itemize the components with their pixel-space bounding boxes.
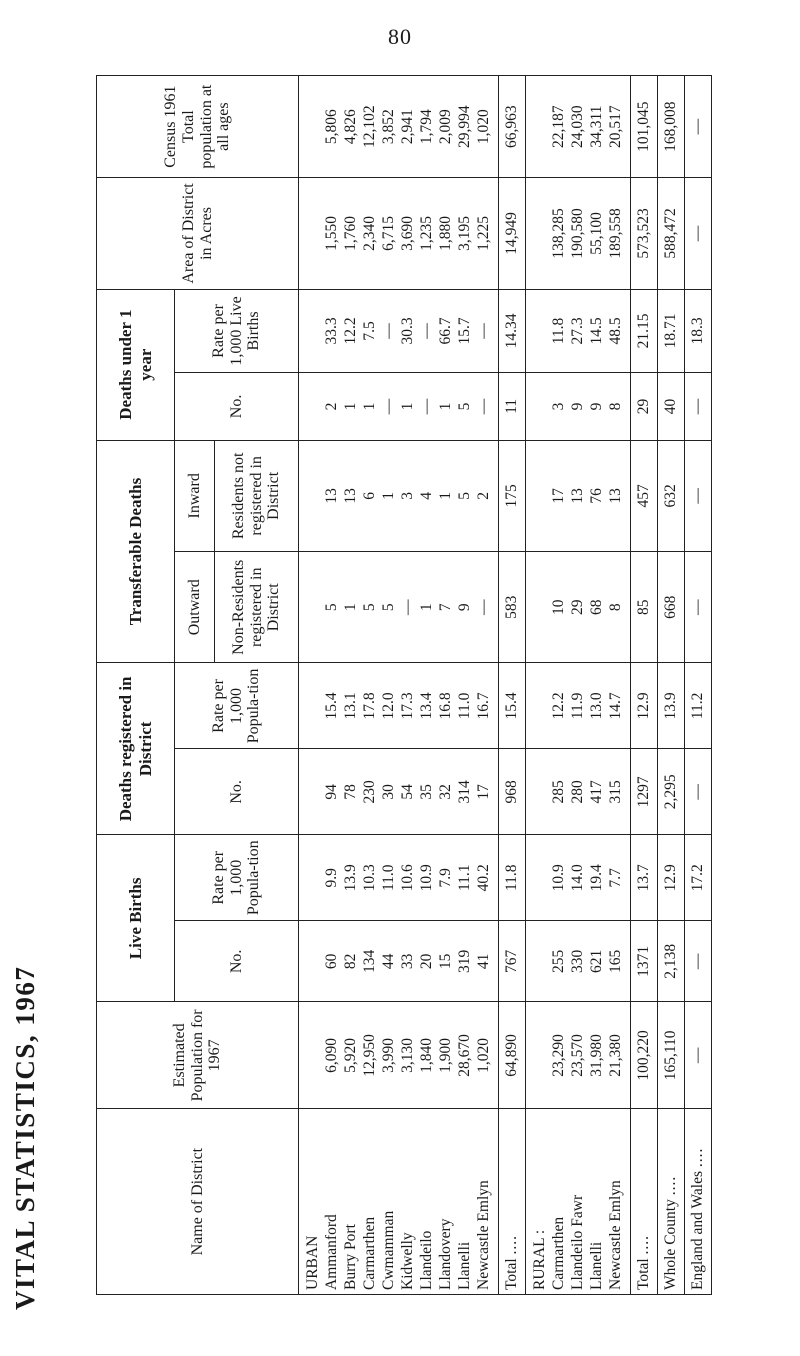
infant-no-value: 9 xyxy=(588,402,606,411)
rural-area xyxy=(526,178,631,289)
total-infant-rate: 21.15 xyxy=(630,289,657,373)
urban-names xyxy=(299,1109,499,1295)
header-deaths-under-1: Deaths under 1 year xyxy=(97,289,175,440)
header-live-births-no: No. xyxy=(175,921,299,1002)
ew-births-rate: 17.2 xyxy=(684,835,711,921)
total-births-no: 1371 xyxy=(630,921,657,1002)
infant-no-value: — xyxy=(418,398,436,415)
pop-value: 6,090 xyxy=(323,1037,341,1073)
pop-value: 5,920 xyxy=(342,1037,360,1073)
total-area: 14,949 xyxy=(498,178,525,289)
district-name: Newcastle Emlyn xyxy=(607,1180,625,1290)
ew-deaths-no: — xyxy=(684,749,711,835)
area-value: 55,100 xyxy=(588,212,606,255)
header-area: Area of District in Acres xyxy=(97,178,299,289)
outward-value: 68 xyxy=(588,599,606,616)
births-no-value: 621 xyxy=(588,949,606,973)
pop-value: 1,900 xyxy=(437,1037,455,1073)
infant-rate-value: 30.3 xyxy=(399,317,417,345)
district-name: Carmarthen xyxy=(361,1216,379,1290)
deaths-no-value: 54 xyxy=(399,784,417,800)
inward-value: 13 xyxy=(323,488,341,504)
outward-value: 5 xyxy=(361,603,379,612)
total-births-rate: 13.7 xyxy=(630,835,657,921)
district-name: Kidwelly xyxy=(399,1232,417,1290)
rural-births-no xyxy=(526,921,631,1002)
births-no-value: 20 xyxy=(418,953,436,970)
infant-no-value: 2 xyxy=(323,402,341,411)
header-inward: Inward xyxy=(175,440,215,551)
ew-pop: — xyxy=(684,1002,711,1109)
district-name: Llandeilo Fawr xyxy=(569,1194,587,1290)
county-area: 588,472 xyxy=(657,178,684,289)
births-rate-value: 11.1 xyxy=(456,864,474,892)
births-no-value: 60 xyxy=(323,953,341,970)
census-value: 1,020 xyxy=(475,109,493,145)
ew-census: — xyxy=(684,76,711,178)
deaths-no-value: 32 xyxy=(437,784,455,800)
inward-value: 5 xyxy=(456,491,474,500)
pop-value: 12,950 xyxy=(361,1034,379,1077)
area-value: 3,195 xyxy=(456,216,474,251)
deaths-rate-value: 15.4 xyxy=(323,692,341,720)
area-value: 1,880 xyxy=(437,216,455,251)
category-urban: URBAN xyxy=(304,1235,322,1290)
deaths-rate-value: 14.7 xyxy=(607,692,625,720)
infant-no-value: 9 xyxy=(569,402,587,411)
infant-rate-value: 48.5 xyxy=(607,317,625,345)
infant-rate-value: 7.5 xyxy=(361,321,379,341)
deaths-no-value: 315 xyxy=(607,780,625,804)
births-rate-value: 10.3 xyxy=(361,864,379,892)
census-value: 12,102 xyxy=(361,105,379,148)
births-no-value: 15 xyxy=(437,953,455,970)
header-inward-sub: Residents not registered in District xyxy=(215,440,299,551)
urban-deaths-no xyxy=(299,749,499,835)
district-name: Llanelli xyxy=(456,1241,474,1290)
header-live-births: Live Births xyxy=(97,835,175,1002)
pop-value: 28,670 xyxy=(456,1034,474,1077)
births-rate-value: 40.2 xyxy=(475,864,493,892)
total-pop: 64,890 xyxy=(498,1002,525,1109)
rural-total-label: Total .... xyxy=(630,1109,657,1295)
total-deaths-rate: 15.4 xyxy=(498,663,525,749)
district-name: Cwmamman xyxy=(380,1210,398,1290)
rural-infant-no xyxy=(526,373,631,440)
census-value: 20,517 xyxy=(607,105,625,148)
total-pop: 100,220 xyxy=(630,1002,657,1109)
urban-births-no xyxy=(299,921,499,1002)
urban-infant-no xyxy=(299,373,499,440)
outward-value: 9 xyxy=(456,603,474,612)
deaths-rate-value: 16.7 xyxy=(475,692,493,720)
category-rural: RURAL : xyxy=(531,1229,549,1290)
area-value: 2,340 xyxy=(361,216,379,251)
county-deaths-no: 2,295 xyxy=(657,749,684,835)
header-deaths-no: No. xyxy=(175,749,299,835)
urban-area xyxy=(299,178,499,289)
total-outward: 583 xyxy=(498,552,525,663)
outward-value: — xyxy=(399,599,417,616)
area-value: 189,558 xyxy=(607,208,625,259)
urban-infant-rate xyxy=(299,289,499,373)
county-census: 168,008 xyxy=(657,76,684,178)
inward-value: 13 xyxy=(607,488,625,504)
england-wales-row xyxy=(684,76,711,1295)
county-infant-no: 40 xyxy=(657,373,684,440)
rural-total-row xyxy=(630,76,657,1295)
district-name: Ammanford xyxy=(323,1214,341,1290)
inward-value: 4 xyxy=(418,491,436,500)
ew-area: — xyxy=(684,178,711,289)
area-value: 3,690 xyxy=(399,216,417,251)
deaths-no-value: 280 xyxy=(569,780,587,804)
district-name: Carmarthen xyxy=(550,1216,568,1290)
area-value: 190,580 xyxy=(569,208,587,259)
infant-no-value: 8 xyxy=(607,402,625,411)
total-deaths-no: 968 xyxy=(498,749,525,835)
rural-section xyxy=(526,76,631,1295)
ew-inward: — xyxy=(684,440,711,551)
census-value: 2,941 xyxy=(399,109,417,145)
infant-no-value: 1 xyxy=(399,402,417,411)
outward-value: 7 xyxy=(437,603,455,612)
pop-value: 1,020 xyxy=(475,1037,493,1073)
inward-value: 1 xyxy=(437,491,455,500)
total-infant-no: 11 xyxy=(498,373,525,440)
census-value: 2,009 xyxy=(437,109,455,145)
header-name: Name of District xyxy=(97,1109,299,1295)
ew-outward: — xyxy=(684,552,711,663)
census-value: 29,994 xyxy=(456,105,474,148)
births-rate-value: 7.9 xyxy=(437,868,455,888)
rural-deaths-rate xyxy=(526,663,631,749)
deaths-rate-value: 11.9 xyxy=(569,692,587,720)
total-births-no: 767 xyxy=(498,921,525,1002)
census-value: 34,311 xyxy=(588,105,606,148)
births-rate-value: 14.0 xyxy=(569,864,587,892)
infant-no-value: 3 xyxy=(550,402,568,411)
area-value: 138,285 xyxy=(550,208,568,259)
deaths-rate-value: 12.2 xyxy=(550,692,568,720)
header-census: Census 1961 Total population at all ages xyxy=(97,76,299,178)
urban-births-rate xyxy=(299,835,499,921)
births-rate-value: 10.6 xyxy=(399,864,417,892)
county-outward: 668 xyxy=(657,552,684,663)
ew-infant-no: — xyxy=(684,373,711,440)
births-no-value: 134 xyxy=(361,949,379,973)
infant-rate-value: 66.7 xyxy=(437,317,455,345)
infant-no-value: — xyxy=(475,398,493,415)
rural-names xyxy=(526,1109,631,1295)
header-infant-no: No. xyxy=(175,373,299,440)
pop-value: 3,990 xyxy=(380,1037,398,1073)
rural-births-rate xyxy=(526,835,631,921)
outward-value: 8 xyxy=(607,603,625,612)
district-name: Burry Port xyxy=(342,1224,360,1290)
infant-rate-value: 27.3 xyxy=(569,317,587,345)
pop-value: 31,980 xyxy=(588,1034,606,1077)
rural-outward xyxy=(526,552,631,663)
births-rate-value: 7.7 xyxy=(607,868,625,888)
header-outward: Outward xyxy=(175,552,215,663)
area-value: 6,715 xyxy=(380,216,398,251)
header-outward-sub: Non-Residents registered in District xyxy=(215,552,299,663)
district-name: Llandovery xyxy=(437,1218,455,1290)
deaths-rate-value: 12.0 xyxy=(380,692,398,720)
deaths-no-value: 17 xyxy=(475,784,493,800)
births-rate-value: 11.0 xyxy=(380,864,398,892)
infant-no-value: 1 xyxy=(437,402,455,411)
header-estimated-population: Estimated Population for 1967 xyxy=(97,1002,299,1109)
total-inward: 457 xyxy=(630,440,657,551)
total-births-rate: 11.8 xyxy=(498,835,525,921)
births-no-value: 41 xyxy=(475,953,493,970)
total-outward: 85 xyxy=(630,552,657,663)
inward-value: 6 xyxy=(361,491,379,500)
infant-no-value: 5 xyxy=(456,402,474,411)
infant-rate-value: 33.3 xyxy=(323,317,341,345)
births-rate-value: 10.9 xyxy=(418,864,436,892)
rural-census xyxy=(526,76,631,178)
outward-value: 1 xyxy=(342,603,360,612)
total-infant-no: 29 xyxy=(630,373,657,440)
inward-value: 17 xyxy=(550,488,568,504)
deaths-no-value: 285 xyxy=(550,780,568,804)
area-value: 1,550 xyxy=(323,216,341,251)
births-no-value: 82 xyxy=(342,953,360,970)
outward-value: 29 xyxy=(569,599,587,616)
pop-value: 1,840 xyxy=(418,1037,436,1073)
outward-value: 5 xyxy=(323,603,341,612)
deaths-rate-value: 17.3 xyxy=(399,692,417,720)
deaths-rate-value: 13.4 xyxy=(418,692,436,720)
births-no-value: 44 xyxy=(380,953,398,970)
total-inward: 175 xyxy=(498,440,525,551)
page-heading: VITAL STATISTICS, 1967 xyxy=(10,965,40,1310)
header-deaths-rate: Rate per 1,000 Popula-tion xyxy=(175,663,299,749)
inward-value: 1 xyxy=(380,491,398,500)
county-births-rate: 12.9 xyxy=(657,835,684,921)
england-wales-label: England and Wales .... xyxy=(684,1109,711,1295)
deaths-rate-value: 13.1 xyxy=(342,692,360,720)
total-area: 573,523 xyxy=(630,178,657,289)
inward-value: 3 xyxy=(399,491,417,500)
infant-rate-value: 12.2 xyxy=(342,317,360,345)
urban-inward xyxy=(299,440,499,551)
rural-inward xyxy=(526,440,631,551)
pop-value: 23,290 xyxy=(550,1034,568,1077)
vital-statistics-table xyxy=(96,75,712,1295)
area-value: 1,760 xyxy=(342,216,360,251)
pop-value: 3,130 xyxy=(399,1037,417,1073)
births-no-value: 255 xyxy=(550,949,568,973)
county-births-no: 2,138 xyxy=(657,921,684,1002)
area-value: 1,225 xyxy=(475,216,493,251)
total-deaths-rate: 12.9 xyxy=(630,663,657,749)
outward-value: 10 xyxy=(550,599,568,616)
district-name: Newcastle Emlyn xyxy=(475,1180,493,1290)
deaths-no-value: 314 xyxy=(456,780,474,804)
total-census: 101,045 xyxy=(630,76,657,178)
district-name: Llanelli xyxy=(588,1241,606,1290)
births-rate-value: 19.4 xyxy=(588,864,606,892)
inward-value: 13 xyxy=(569,488,587,504)
whole-county-row xyxy=(657,76,684,1295)
total-infant-rate: 14.34 xyxy=(498,289,525,373)
rural-deaths-no xyxy=(526,749,631,835)
inward-value: 2 xyxy=(475,491,493,500)
urban-census xyxy=(299,76,499,178)
header-deaths-registered: Deaths registered in District xyxy=(97,663,175,835)
whole-county-label: Whole County .... xyxy=(657,1109,684,1295)
deaths-rate-value: 17.8 xyxy=(361,692,379,720)
district-name: Llandeilo xyxy=(418,1230,436,1290)
inward-value: 76 xyxy=(588,488,606,504)
births-rate-value: 13.9 xyxy=(342,864,360,892)
total-census: 66,963 xyxy=(498,76,525,178)
urban-pop xyxy=(299,1002,499,1109)
infant-rate-value: 15.7 xyxy=(456,317,474,345)
county-inward: 632 xyxy=(657,440,684,551)
urban-total-label: Total .... xyxy=(498,1109,525,1295)
header-infant-rate: Rate per 1,000 Live Births xyxy=(175,289,299,373)
outward-value: 1 xyxy=(418,603,436,612)
infant-rate-value: — xyxy=(475,323,493,339)
header-live-births-rate: Rate per 1,000 Popula-tion xyxy=(175,835,299,921)
inward-value: 13 xyxy=(342,488,360,504)
urban-outward xyxy=(299,552,499,663)
deaths-rate-value: 11.0 xyxy=(456,692,474,720)
area-value: 1,235 xyxy=(418,216,436,251)
page-number: 80 xyxy=(388,24,412,49)
urban-section xyxy=(299,76,499,1295)
ew-infant-rate: 18.3 xyxy=(684,289,711,373)
deaths-no-value: 94 xyxy=(323,784,341,800)
pop-value: 23,570 xyxy=(569,1034,587,1077)
infant-rate-value: — xyxy=(380,323,398,339)
county-infant-rate: 18.71 xyxy=(657,289,684,373)
rural-pop xyxy=(526,1002,631,1109)
infant-rate-value: — xyxy=(418,323,436,339)
pop-value: 21,380 xyxy=(607,1034,625,1077)
census-value: 22,187 xyxy=(550,105,568,148)
infant-rate-value: 14.5 xyxy=(588,317,606,345)
deaths-no-value: 78 xyxy=(342,784,360,800)
births-no-value: 33 xyxy=(399,953,417,970)
births-no-value: 330 xyxy=(569,949,587,973)
deaths-no-value: 35 xyxy=(418,784,436,800)
census-value: 4,826 xyxy=(342,109,360,145)
infant-no-value: — xyxy=(380,398,398,415)
census-value: 3,852 xyxy=(380,109,398,145)
rotated-table-wrapper xyxy=(96,75,712,1295)
urban-deaths-rate xyxy=(299,663,499,749)
header-transferable-deaths: Transferable Deaths xyxy=(97,440,175,663)
census-value: 1,794 xyxy=(418,109,436,145)
deaths-no-value: 30 xyxy=(380,784,398,800)
infant-rate-value: 11.8 xyxy=(550,317,568,345)
births-rate-value: 10.9 xyxy=(550,864,568,892)
infant-no-value: 1 xyxy=(342,402,360,411)
births-no-value: 319 xyxy=(456,949,474,973)
births-rate-value: 9.9 xyxy=(323,868,341,888)
deaths-rate-value: 13.0 xyxy=(588,692,606,720)
births-no-value: 165 xyxy=(607,949,625,973)
census-value: 5,806 xyxy=(323,109,341,145)
ew-deaths-rate: 11.2 xyxy=(684,663,711,749)
outward-value: — xyxy=(475,599,493,616)
deaths-no-value: 417 xyxy=(588,780,606,804)
census-value: 24,030 xyxy=(569,105,587,148)
rural-infant-rate xyxy=(526,289,631,373)
total-deaths-no: 1297 xyxy=(630,749,657,835)
urban-total-row xyxy=(498,76,525,1295)
county-deaths-rate: 13.9 xyxy=(657,663,684,749)
deaths-rate-value: 16.8 xyxy=(437,692,455,720)
ew-births-no: — xyxy=(684,921,711,1002)
deaths-no-value: 230 xyxy=(361,780,379,804)
infant-no-value: 1 xyxy=(361,402,379,411)
outward-value: 5 xyxy=(380,603,398,612)
county-pop: 165,110 xyxy=(657,1002,684,1109)
